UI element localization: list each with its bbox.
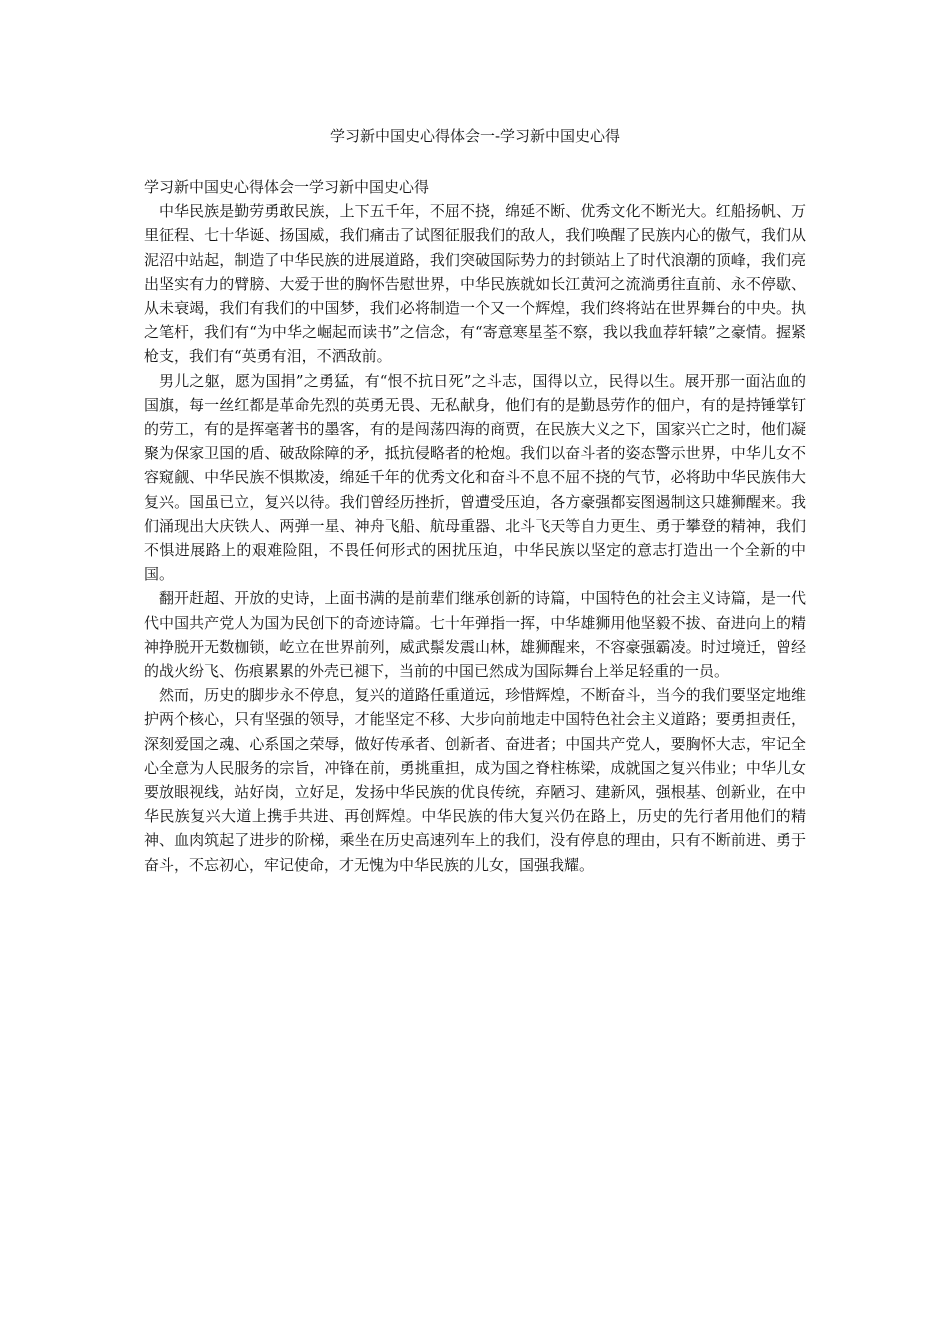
paragraph-4: 然而，历史的脚步永不停息，复兴的道路任重道远，珍惜辉煌，不断奋斗，当今的我们要坚定地维护两个核心，只有坚强的领导，才能坚定不移、大步向前地走中国特色社会主义道路；要勇担责任，深刻爱国之魂、心系国之荣辱，做好传承者、创新者、奋进者；中国共产党人，要胸怀大志，牢记全心全意为人民服务的宗旨，冲锋在前，勇挑重担，成为国之脊柱栋梁，成就国之复兴伟业；中华儿女要放眼视线，站好岗，立好足，发扬中华民族的优良传统，弃陋习、建新风，强根基、创新业，在中华民族复兴大道上携手共进、再创辉煌。中华民族的伟大复兴仍在路上，历史的先行者用他们的精神、血肉筑起了进步的阶梯，乘坐在历史高速列车上的我们，没有停息的理由，只有不断前进、勇于奋斗，不忘初心，牢记使命，才无愧为中华民族的儿女，国强我耀。 bbox=[144, 686, 806, 874]
document-subtitle: 学习新中国史心得体会一学习新中国史心得 bbox=[144, 178, 430, 196]
paragraph-3: 翻开赶超、开放的史诗，上面书满的是前辈们继承创新的诗篇，中国特色的社会主义诗篇，是一代代中国共产党人为国为民创下的奇迹诗篇。七十年弹指一挥，中华雄狮用他坚毅不拔、奋进向上的精神挣脱开无数枷锁，屹立在世界前列，威武鬃发震山林，雄狮醒来，不容豪强霸凌。时过境迁，曾经的战火纷飞、伤痕累累的外壳已褪下，当前的中国已然成为国际舞台上举足轻重的一员。 bbox=[144, 589, 806, 681]
document-body bbox=[144, 175, 806, 877]
paragraph-1: 中华民族是勤劳勇敢民族，上下五千年，不屈不挠，绵延不断、优秀文化不断光大。红船扬帆、万里征程、七十华诞、扬国威，我们痛击了试图征服我们的敌人，我们唤醒了民族内心的傲气，我们从泥沼中站起，制造了中华民族的进展道路，我们突破国际势力的封锁站上了时代浪潮的顶峰，我们亮出坚实有力的臂膀、大爱于世的胸怀告慰世界，中华民族就如长江黄河之流淌勇往直前、永不停歇、从未衰竭，我们有我们的中国梦，我们必将制造一个又一个辉煌，我们终将站在世界舞台的中央。执之笔杆，我们有“为中华之崛起而读书”之信念，有“寄意寒星荃不察，我以我血荐轩辕”之豪情。握紧枪支，我们有“英勇有泪，不洒敌前。 bbox=[144, 202, 806, 366]
document-title: 学习新中国史心得体会一-学习新中国史心得 bbox=[329, 127, 621, 145]
paragraph-2: 男儿之躯，愿为国捐”之勇猛，有“恨不抗日死”之斗志，国得以立，民得以生。展开那一面沾血的国旗，每一丝红都是革命先烈的英勇无畏、无私献身，他们有的是勤恳劳作的佃户，有的是持锤掌钉的劳工，有的是挥毫著书的墨客，有的是闯荡四海的商贾，在民族大义之下，国家兴亡之时，他们凝聚为保家卫国的盾、破敌除障的矛，抵抗侵略者的枪炮。我们以奋斗者的姿态警示世界，中华儿女不容窥觎、中华民族不惧欺凌，绵延千年的优秀文化和奋斗不息不屈不挠的气节，必将助中华民族伟大复兴。国虽已立，复兴以待。我们曾经历挫折，曾遭受压迫，各方豪强都妄图遏制这只雄狮醒来。我们涌现出大庆铁人、两弹一星、神舟飞船、航母重器、北斗飞天等自力更生、勇于攀登的精神，我们不惧进展路上的艰难险阻，不畏任何形式的困扰压迫，中华民族以坚定的意志打造出一个全新的中国。 bbox=[144, 371, 806, 584]
